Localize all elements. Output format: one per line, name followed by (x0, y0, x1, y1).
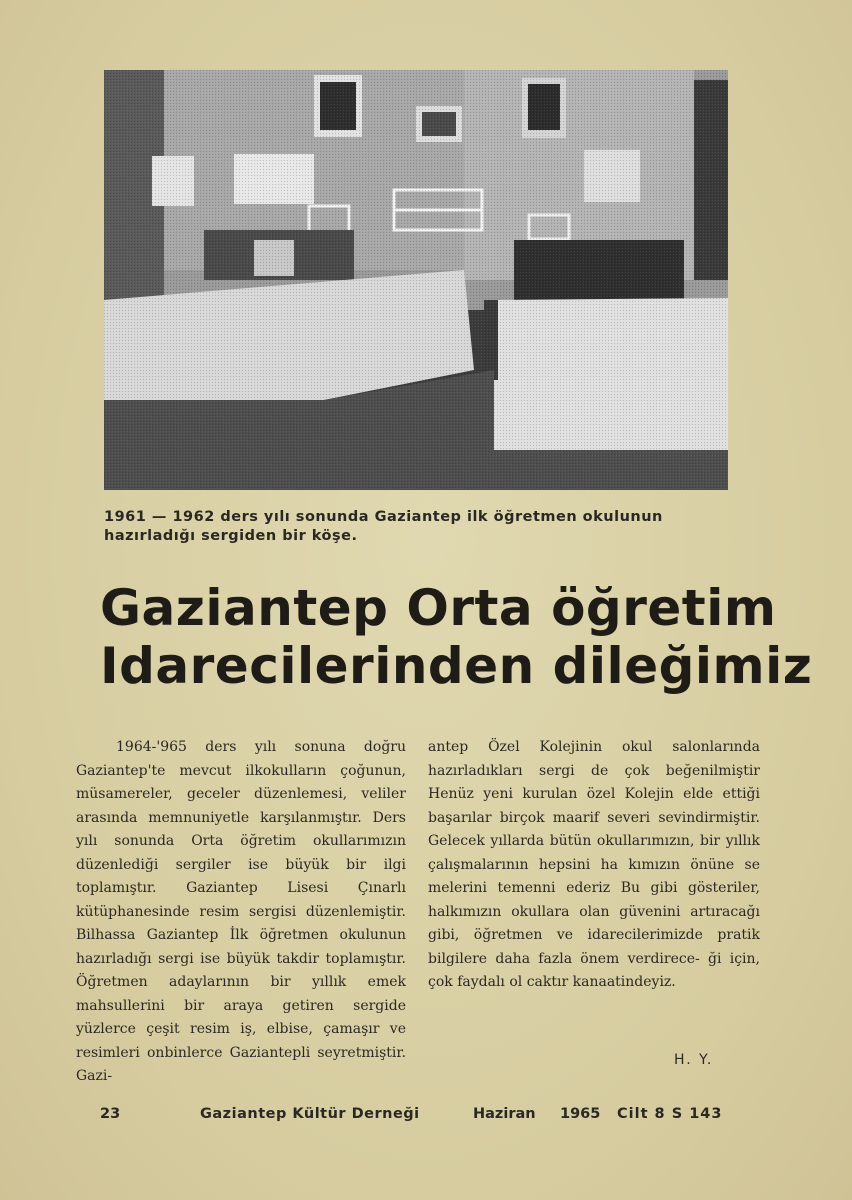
footer-volume: Cilt 8 S 143 (617, 1106, 723, 1122)
author-signature: H. Y. (674, 1052, 714, 1068)
headline-line-1: Gaziantep Orta öğretim (100, 579, 777, 637)
exhibition-photo (104, 70, 728, 490)
article-right-text: antep Özel Kolejinin okul salonlarında hazırladıkları sergi de çok beğenilmiştir Henüz yeni kurulan özel Kolejin elde ettiği başarılar birçok maarif severi sevindirmiştir. Gelecek yıllarda bütün okullarımızın, bir yıllık çalışmalarının hepsini ha kımızın önüne se melerini temenni ederiz Bu gibi gösteriler, halkımızın okullara olan güvenini artıracağı gibi, öğretmen ve idarecilerimizde pratik bilgilere daha fazla önem verdirece- ği için, çok faydalı ol caktır kanaatindeyiz. (428, 739, 760, 990)
article-column-right (428, 736, 760, 995)
footer-organization: Gaziantep Kültür Derneği (200, 1106, 420, 1122)
footer-year: 1965 (560, 1106, 601, 1122)
article-column-left (76, 736, 406, 1089)
photo-caption: 1961 — 1962 ders yılı sonunda Gaziantep ilk öğretmen okulunun hazırladığı sergiden bir köşe. (104, 509, 663, 544)
footer-month: Haziran (473, 1106, 536, 1122)
headline-line-2: Idarecilerinden dileğimiz (100, 637, 813, 695)
footer-page-number: 23 (100, 1106, 121, 1122)
article-left-text: 1964-'965 ders yılı sonuna doğru Gaziantep'te mevcut ilkokulların çoğunun, müsamereler, geceler düzenlemesi, veliler arasında memnuniyetle karşılanmıştır. Ders yılı sonunda Orta öğretim okullarımızın düzenlediği sergiler ise büyük bir ilgi toplamıştır. Gaziantep Lisesi Çınarlı kütüphanesinde resim sergisi düzenlemiştir. Bilhassa Gaziantep İlk öğretmen okulunun hazırladığı sergi ise büyük takdir toplamıştır. Öğretmen adaylarının bir yıllık emek mahsullerini bir araya getiren sergide yüzlerce çeşit resim iş, elbise, çamaşır ve resimleri onbinlerce Gaziantepli seyretmiştir. Gazi- (76, 739, 406, 1084)
